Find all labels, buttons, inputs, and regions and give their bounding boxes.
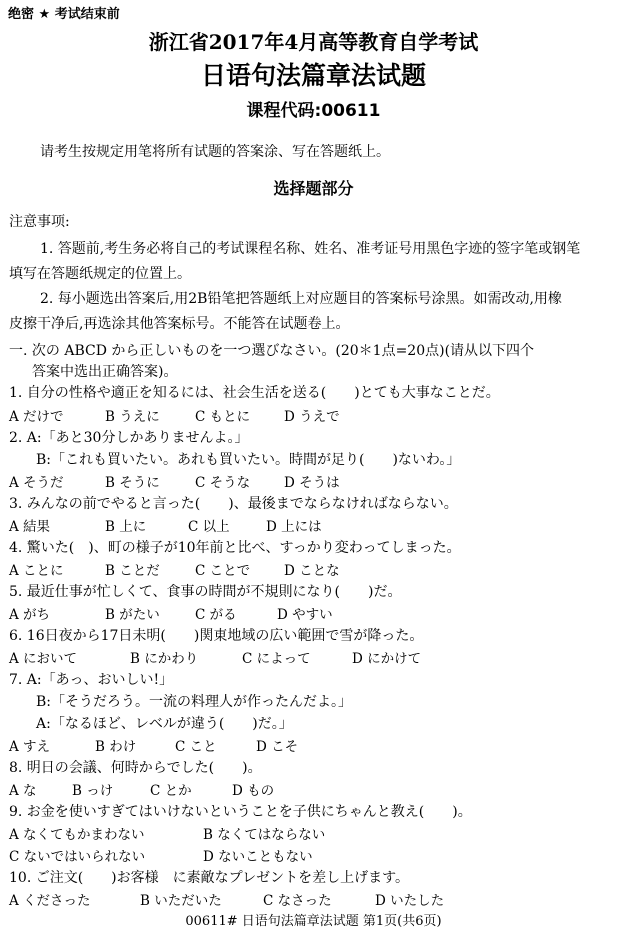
exam-title: 浙江省2017年4月高等教育自学考试 — [148, 30, 479, 54]
option-b: B にかわり — [130, 651, 199, 667]
option-a: A な — [9, 783, 37, 799]
option-a: A くださった — [9, 893, 91, 909]
question-stem: 10. ご注文( )お客様 に素敵なプレゼントを差し上げます。 — [9, 870, 409, 886]
option-a: A すえ — [9, 739, 51, 755]
question-stem-cont: A:「なるほど、レベルが違う( )だ。」 — [36, 716, 293, 732]
option-b: B そうに — [105, 475, 160, 491]
option-c: C 以上 — [188, 519, 230, 535]
notes-heading: 注意事项: — [9, 214, 70, 230]
option-d: D うえで — [284, 409, 340, 425]
paper-title: 日语句法篇章法试题 — [200, 61, 426, 90]
option-b: B っけ — [72, 783, 114, 799]
option-b: B うえに — [105, 409, 160, 425]
option-d: D そうは — [284, 475, 340, 491]
option-a: A 結果 — [9, 519, 51, 535]
option-b: B ことだ — [105, 563, 160, 579]
option-b: B いただいた — [140, 893, 222, 909]
page-footer: 00611# 日语句法篇章法试题 第1页(共6页) — [185, 914, 442, 929]
confidential-mark: 绝密 ★ 考试结束前 — [8, 7, 120, 22]
option-c: C がる — [195, 607, 237, 623]
note-line: 1. 答题前,考生务必将自己的考试课程名称、姓名、准考证号用黑色字迹的签字笔或钢笔 — [40, 241, 581, 257]
option-b: B 上に — [105, 519, 147, 535]
option-a: A がち — [9, 607, 51, 623]
option-c: C そうな — [195, 475, 251, 491]
option-d: D 上には — [266, 519, 322, 535]
option-a: A そうだ — [9, 475, 64, 491]
question-stem: 8. 明日の会議、何時からでした( )。 — [9, 760, 262, 776]
option-c: C なさった — [263, 893, 332, 909]
question-stem: 1. 自分の性格や適正を知るには、社会生活を送る( )とても大事なことだ。 — [9, 385, 500, 401]
option-a: A において — [9, 651, 78, 667]
note-line: 皮擦干净后,再选涂其他答案标号。不能答在试题卷上。 — [9, 316, 350, 332]
option-d: D やすい — [277, 607, 333, 623]
option-c: C ことで — [195, 563, 251, 579]
option-d: D もの — [232, 783, 275, 799]
question-stem-cont: B:「そうだろう。一流の料理人が作ったんだよ。」 — [36, 694, 353, 710]
option-b: B がたい — [105, 607, 160, 623]
note-line: 填写在答题纸规定的位置上。 — [9, 266, 191, 282]
question-stem-cont: B:「これも買いたい。あれも買いたい。時間が足り( )ないわ。」 — [36, 452, 461, 468]
part-heading-cont: 答案中选出正确答案)。 — [32, 364, 178, 380]
option-d: D こそ — [256, 739, 299, 755]
question-stem: 6. 16日夜から17日未明( )関東地域の広い範囲で雪が降った。 — [9, 628, 424, 644]
option-d: D ことな — [284, 563, 340, 579]
option-a: A なくてもかまわない — [9, 827, 145, 843]
option-c: C こと — [175, 739, 217, 755]
instruction-text: 请考生按规定用笔将所有试题的答案涂、写在答题纸上。 — [40, 144, 390, 160]
option-c: C によって — [242, 651, 311, 667]
section-title: 选择题部分 — [273, 179, 354, 198]
option-c: C もとに — [195, 409, 251, 425]
question-stem: 4. 驚いた( )、町の様子が10年前と比べ、すっかり変わってしまった。 — [9, 540, 461, 556]
note-line: 2. 每小题选出答案后,用2B铅笔把答题纸上对应题目的答案标号涂黑。如需改动,用橡 — [40, 291, 562, 307]
course-code: 课程代码:00611 — [246, 101, 381, 121]
part-heading: 一. 次の ABCD から正しいものを一つ選びなさい。(20＊1点=20点)(请从以下四个 — [9, 343, 535, 359]
question-stem: 2. A:「あと30分しかありませんよ。」 — [9, 430, 249, 446]
option-d: D ないこともない — [203, 849, 313, 865]
option-b: B わけ — [95, 739, 137, 755]
question-stem: 7. A:「あっ、おいしい!」 — [9, 672, 174, 688]
option-d: D にかけて — [352, 651, 422, 667]
option-a: A だけで — [9, 409, 64, 425]
option-c: C ないではいられない — [9, 849, 146, 865]
option-b: B なくてはならない — [203, 827, 326, 843]
question-stem: 5. 最近仕事が忙しくて、食事の時間が不規則になり( )だ。 — [9, 584, 402, 600]
option-c: C とか — [150, 783, 192, 799]
option-a: A ことに — [9, 563, 64, 579]
option-d: D いたした — [375, 893, 445, 909]
question-stem: 9. お金を使いすぎてはいけないということを子供にちゃんと教え( )。 — [9, 804, 472, 820]
question-stem: 3. みんなの前でやると言った( )、最後までならなければならない。 — [9, 496, 458, 512]
